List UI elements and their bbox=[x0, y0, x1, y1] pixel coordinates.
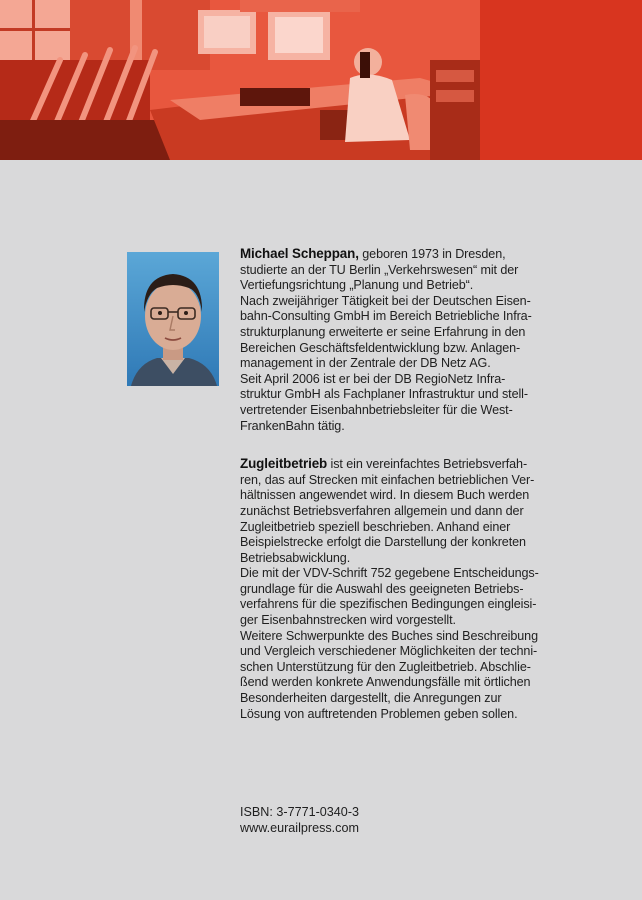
description-line: hältnissen angewendet wird. In diesem Buch werden bbox=[240, 488, 530, 503]
description-title: Zugleitbetrieb bbox=[240, 456, 328, 472]
description-line: und Vergleich verschiedener Möglichkeiten der techni- bbox=[240, 644, 538, 659]
bio-line: Seit April 2006 ist er bei der DB RegioNetz Infra- bbox=[240, 371, 506, 386]
description-line: ren, das auf Strecken mit einfachen betrieblichen Ver- bbox=[240, 472, 535, 487]
description-line bbox=[240, 456, 575, 473]
author-portrait bbox=[127, 252, 219, 386]
description-line: Besonderheiten dargestellt, die Anregungen zur bbox=[240, 691, 502, 706]
description-line: schen Unterstützung für den Zugleitbetrieb. Abschlie- bbox=[240, 659, 531, 674]
description-line: grundlage für die Auswahl des geeigneten Betriebs- bbox=[240, 581, 524, 596]
description-line: Betriebsabwicklung. bbox=[240, 550, 351, 565]
description-line: Zugleitbetrieb speziell beschrieben. Anhand einer bbox=[240, 519, 511, 534]
bio-line: studierte an der TU Berlin „Verkehrswesen“ mit der bbox=[240, 262, 519, 277]
description-line-text: ist ein vereinfachtes Betriebsverfah- bbox=[327, 457, 528, 472]
bio-line-text: geboren 1973 in Dresden, bbox=[358, 247, 506, 261]
bio-line: Vertiefungsrichtung „Planung und Betrieb“. bbox=[240, 278, 474, 293]
description-line: ßend werden konkrete Anwendungsfälle mit örtlichen bbox=[240, 675, 531, 690]
bio-line: Nach zweijähriger Tätigkeit bei der Deutschen Eisen- bbox=[240, 293, 531, 308]
bio-line: struktur GmbH als Fachplaner Infrastruktur und stell- bbox=[240, 387, 528, 402]
description-line: zunächst Betriebsverfahren allgemein und dann der bbox=[240, 503, 524, 518]
back-cover-text bbox=[240, 246, 575, 722]
paragraph-gap bbox=[240, 434, 575, 456]
banner-photo bbox=[0, 0, 480, 160]
description-line: verfahrens für die spezifischen Bedingungen eingleisi- bbox=[240, 597, 537, 612]
description-line: Beispielstrecke erfolgt die Darstellung der konkreten bbox=[240, 535, 526, 550]
isbn: ISBN: 3-7771-0340-3 bbox=[240, 805, 360, 819]
publisher-website: www.eurailpress.com bbox=[240, 821, 359, 835]
bio-line: bahn-Consulting GmbH im Bereich Betriebliche Infra- bbox=[240, 309, 532, 324]
description-line: Weitere Schwerpunkte des Buches sind Beschreibung bbox=[240, 628, 538, 643]
bio-line: Bereichen Geschäftsfeldentwicklung bzw. Anlagen- bbox=[240, 340, 521, 355]
bio-line: FrankenBahn tätig. bbox=[240, 418, 345, 433]
description-line: Lösung von auftretenden Problemen geben sollen. bbox=[240, 706, 518, 721]
book-description bbox=[240, 456, 575, 722]
author-bio bbox=[240, 246, 575, 434]
control-room-photo bbox=[0, 0, 480, 160]
bio-line: strukturplanung erweiterte er seine Erfahrung in den bbox=[240, 324, 526, 339]
author-name: Michael Scheppan, bbox=[240, 246, 359, 261]
bio-line bbox=[240, 246, 575, 263]
top-banner bbox=[0, 0, 642, 160]
description-line: ger Eisenbahnstrecken wird vorgestellt. bbox=[240, 613, 456, 628]
bio-line: management in der Zentrale der DB Netz AG. bbox=[240, 356, 491, 371]
bio-line: vertretender Eisenbahnbetriebsleiter für die West- bbox=[240, 402, 513, 417]
publication-info bbox=[240, 804, 540, 836]
description-line: Die mit der VDV-Schrift 752 gegebene Entscheidungs- bbox=[240, 566, 539, 581]
